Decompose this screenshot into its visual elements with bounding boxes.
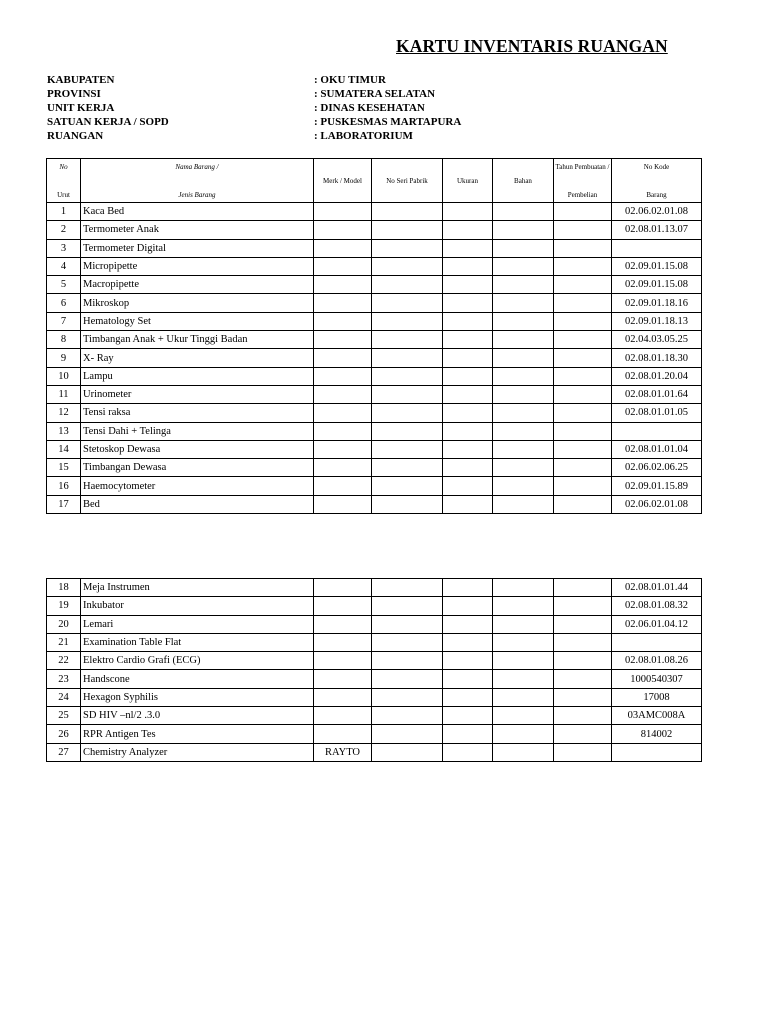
- cell-nama-barang: Kaca Bed: [81, 203, 314, 221]
- cell-tahun: [554, 385, 612, 403]
- info-label: SATUAN KERJA / SOPD: [47, 116, 169, 128]
- table-row: [47, 385, 702, 403]
- cell-merk-model: [314, 349, 372, 367]
- cell-no: 8: [47, 331, 81, 349]
- cell-nama-barang: Elektro Cardio Grafi (ECG): [81, 652, 314, 670]
- cell-tahun: [554, 725, 612, 743]
- cell-kode-barang: 02.09.01.15.89: [612, 477, 702, 495]
- cell-merk-model: [314, 312, 372, 330]
- cell-nama-barang: Examination Table Flat: [81, 633, 314, 651]
- info-value: : PUSKESMAS MARTAPURA: [314, 116, 462, 128]
- info-row-provinsi: [47, 87, 647, 101]
- cell-tahun: [554, 707, 612, 725]
- col-header-merk: Merk / Model: [314, 159, 372, 203]
- cell-bahan: [493, 404, 554, 422]
- cell-no-seri: [372, 367, 443, 385]
- cell-merk-model: [314, 257, 372, 275]
- col-header-nama-top: Nama Barang /: [175, 162, 219, 171]
- cell-kode-barang: 02.08.01.01.05: [612, 404, 702, 422]
- cell-bahan: [493, 670, 554, 688]
- page-title: KARTU INVENTARIS RUANGAN: [396, 36, 668, 56]
- cell-tahun: [554, 294, 612, 312]
- cell-kode-barang: 02.08.01.08.26: [612, 652, 702, 670]
- cell-nama-barang: Lampu: [81, 367, 314, 385]
- cell-nama-barang: Termometer Digital: [81, 239, 314, 257]
- cell-no: 12: [47, 404, 81, 422]
- cell-kode-barang: 02.09.01.18.16: [612, 294, 702, 312]
- inventory-table: [46, 158, 702, 514]
- cell-merk-model: [314, 597, 372, 615]
- table-row: [47, 707, 702, 725]
- cell-tahun: [554, 495, 612, 513]
- cell-nama-barang: RPR Antigen Tes: [81, 725, 314, 743]
- cell-tahun: [554, 477, 612, 495]
- cell-kode-barang: 02.04.03.05.25: [612, 331, 702, 349]
- cell-tahun: [554, 579, 612, 597]
- cell-kode-barang: 17008: [612, 688, 702, 706]
- info-row-unit-kerja: [47, 101, 647, 115]
- cell-ukuran: [443, 312, 493, 330]
- cell-merk-model: RAYTO: [314, 743, 372, 761]
- table-row: [47, 579, 702, 597]
- cell-tahun: [554, 312, 612, 330]
- cell-ukuran: [443, 331, 493, 349]
- cell-merk-model: [314, 707, 372, 725]
- cell-tahun: [554, 239, 612, 257]
- cell-tahun: [554, 615, 612, 633]
- cell-ukuran: [443, 349, 493, 367]
- info-label: RUANGAN: [47, 130, 104, 142]
- col-header-tahun-top: Tahun Pembuatan /: [555, 162, 610, 171]
- cell-nama-barang: Hematology Set: [81, 312, 314, 330]
- cell-ukuran: [443, 203, 493, 221]
- cell-tahun: [554, 331, 612, 349]
- cell-no-seri: [372, 688, 443, 706]
- cell-merk-model: [314, 459, 372, 477]
- cell-no: 4: [47, 257, 81, 275]
- cell-ukuran: [443, 257, 493, 275]
- cell-bahan: [493, 743, 554, 761]
- cell-no: 16: [47, 477, 81, 495]
- cell-ukuran: [443, 707, 493, 725]
- cell-kode-barang: 02.09.01.15.08: [612, 257, 702, 275]
- cell-no: 5: [47, 276, 81, 294]
- info-row-kabupaten: [47, 73, 647, 87]
- cell-tahun: [554, 743, 612, 761]
- table-row: [47, 367, 702, 385]
- cell-ukuran: [443, 294, 493, 312]
- cell-no-seri: [372, 725, 443, 743]
- cell-ukuran: [443, 743, 493, 761]
- cell-kode-barang: 03AMC008A: [612, 707, 702, 725]
- cell-no: 14: [47, 440, 81, 458]
- cell-merk-model: [314, 477, 372, 495]
- cell-tahun: [554, 597, 612, 615]
- cell-bahan: [493, 633, 554, 651]
- cell-bahan: [493, 615, 554, 633]
- cell-no-seri: [372, 294, 443, 312]
- info-label: UNIT KERJA: [47, 102, 115, 114]
- table-row: [47, 312, 702, 330]
- cell-tahun: [554, 404, 612, 422]
- cell-merk-model: [314, 633, 372, 651]
- table-row: [47, 404, 702, 422]
- cell-nama-barang: SD HIV –nl/2 .3.0: [81, 707, 314, 725]
- cell-merk-model: [314, 615, 372, 633]
- table-row: [47, 597, 702, 615]
- table-row: [47, 257, 702, 275]
- cell-tahun: [554, 349, 612, 367]
- cell-nama-barang: Tensi Dahi + Telinga: [81, 422, 314, 440]
- cell-bahan: [493, 349, 554, 367]
- cell-merk-model: [314, 670, 372, 688]
- col-header-kode: [612, 159, 702, 203]
- cell-ukuran: [443, 440, 493, 458]
- cell-bahan: [493, 440, 554, 458]
- cell-ukuran: [443, 615, 493, 633]
- cell-no-seri: [372, 477, 443, 495]
- cell-kode-barang: 02.09.01.15.08: [612, 276, 702, 294]
- col-header-no: [47, 159, 81, 203]
- cell-no-seri: [372, 312, 443, 330]
- col-header-bahan: Bahan: [493, 159, 554, 203]
- header-info: [47, 73, 647, 143]
- cell-bahan: [493, 257, 554, 275]
- cell-bahan: [493, 707, 554, 725]
- cell-nama-barang: Hexagon Syphilis: [81, 688, 314, 706]
- col-header-seri: No Seri Pabrik: [372, 159, 443, 203]
- cell-no-seri: [372, 349, 443, 367]
- cell-nama-barang: Termometer Anak: [81, 221, 314, 239]
- cell-bahan: [493, 203, 554, 221]
- cell-nama-barang: Macropipette: [81, 276, 314, 294]
- cell-kode-barang: 02.08.01.01.04: [612, 440, 702, 458]
- col-header-nama: [81, 159, 314, 203]
- cell-kode-barang: 02.08.01.13.07: [612, 221, 702, 239]
- col-header-no-bottom: Urut: [57, 190, 70, 199]
- cell-kode-barang: 02.06.02.01.08: [612, 203, 702, 221]
- cell-no: 17: [47, 495, 81, 513]
- cell-no-seri: [372, 495, 443, 513]
- cell-nama-barang: Handscone: [81, 670, 314, 688]
- cell-no-seri: [372, 203, 443, 221]
- table-row: [47, 459, 702, 477]
- table-row: [47, 495, 702, 513]
- cell-tahun: [554, 652, 612, 670]
- cell-nama-barang: Tensi raksa: [81, 404, 314, 422]
- table-row: [47, 440, 702, 458]
- cell-bahan: [493, 597, 554, 615]
- cell-no: 24: [47, 688, 81, 706]
- cell-merk-model: [314, 495, 372, 513]
- cell-no-seri: [372, 331, 443, 349]
- cell-ukuran: [443, 367, 493, 385]
- table-row: [47, 633, 702, 651]
- table-row: [47, 615, 702, 633]
- cell-kode-barang: [612, 422, 702, 440]
- cell-bahan: [493, 579, 554, 597]
- cell-no: 25: [47, 707, 81, 725]
- cell-bahan: [493, 725, 554, 743]
- info-label: PROVINSI: [47, 88, 101, 100]
- cell-ukuran: [443, 579, 493, 597]
- cell-no-seri: [372, 633, 443, 651]
- cell-merk-model: [314, 203, 372, 221]
- cell-tahun: [554, 633, 612, 651]
- cell-no-seri: [372, 670, 443, 688]
- cell-ukuran: [443, 276, 493, 294]
- cell-tahun: [554, 367, 612, 385]
- cell-bahan: [493, 459, 554, 477]
- info-value: : OKU TIMUR: [314, 74, 386, 86]
- cell-no: 18: [47, 579, 81, 597]
- col-header-nama-bottom: Jenis Barang: [178, 190, 216, 199]
- cell-ukuran: [443, 422, 493, 440]
- cell-merk-model: [314, 221, 372, 239]
- cell-bahan: [493, 367, 554, 385]
- col-header-ukuran: Ukuran: [443, 159, 493, 203]
- cell-ukuran: [443, 597, 493, 615]
- cell-ukuran: [443, 404, 493, 422]
- cell-ukuran: [443, 477, 493, 495]
- table-row: [47, 331, 702, 349]
- cell-no: 21: [47, 633, 81, 651]
- cell-no-seri: [372, 743, 443, 761]
- cell-no-seri: [372, 221, 443, 239]
- cell-no: 22: [47, 652, 81, 670]
- cell-ukuran: [443, 385, 493, 403]
- cell-no: 11: [47, 385, 81, 403]
- cell-merk-model: [314, 294, 372, 312]
- cell-tahun: [554, 459, 612, 477]
- cell-bahan: [493, 688, 554, 706]
- cell-bahan: [493, 276, 554, 294]
- cell-kode-barang: 02.08.01.08.32: [612, 597, 702, 615]
- cell-nama-barang: Timbangan Dewasa: [81, 459, 314, 477]
- cell-bahan: [493, 294, 554, 312]
- cell-kode-barang: 814002: [612, 725, 702, 743]
- cell-ukuran: [443, 495, 493, 513]
- cell-merk-model: [314, 367, 372, 385]
- cell-ukuran: [443, 459, 493, 477]
- cell-no: 1: [47, 203, 81, 221]
- cell-tahun: [554, 276, 612, 294]
- cell-merk-model: [314, 239, 372, 257]
- cell-tahun: [554, 688, 612, 706]
- cell-kode-barang: 02.06.02.01.08: [612, 495, 702, 513]
- cell-ukuran: [443, 725, 493, 743]
- table-row: [47, 688, 702, 706]
- col-header-kode-bottom: Barang: [646, 190, 667, 199]
- cell-tahun: [554, 422, 612, 440]
- cell-nama-barang: Micropipette: [81, 257, 314, 275]
- cell-bahan: [493, 312, 554, 330]
- cell-merk-model: [314, 385, 372, 403]
- cell-tahun: [554, 203, 612, 221]
- cell-no-seri: [372, 597, 443, 615]
- cell-nama-barang: Bed: [81, 495, 314, 513]
- cell-bahan: [493, 495, 554, 513]
- cell-tahun: [554, 440, 612, 458]
- cell-nama-barang: X- Ray: [81, 349, 314, 367]
- cell-merk-model: [314, 404, 372, 422]
- cell-nama-barang: Inkubator: [81, 597, 314, 615]
- cell-nama-barang: Urinometer: [81, 385, 314, 403]
- table-row: [47, 276, 702, 294]
- cell-no-seri: [372, 459, 443, 477]
- cell-kode-barang: [612, 743, 702, 761]
- cell-no: 13: [47, 422, 81, 440]
- cell-ukuran: [443, 670, 493, 688]
- table-row: [47, 422, 702, 440]
- col-header-kode-top: No Kode: [643, 162, 670, 171]
- cell-tahun: [554, 221, 612, 239]
- cell-merk-model: [314, 579, 372, 597]
- cell-no: 6: [47, 294, 81, 312]
- cell-no: 23: [47, 670, 81, 688]
- table-header-row: [47, 159, 702, 203]
- table-row: [47, 743, 702, 761]
- cell-bahan: [493, 385, 554, 403]
- cell-no-seri: [372, 239, 443, 257]
- cell-no: 26: [47, 725, 81, 743]
- cell-nama-barang: Stetoskop Dewasa: [81, 440, 314, 458]
- inventory-table-continued: [46, 578, 702, 762]
- cell-nama-barang: Timbangan Anak + Ukur Tinggi Badan: [81, 331, 314, 349]
- cell-nama-barang: Haemocytometer: [81, 477, 314, 495]
- info-value: : LABORATORIUM: [314, 130, 413, 142]
- cell-tahun: [554, 257, 612, 275]
- cell-merk-model: [314, 331, 372, 349]
- cell-no-seri: [372, 276, 443, 294]
- cell-nama-barang: Chemistry Analyzer: [81, 743, 314, 761]
- cell-kode-barang: [612, 633, 702, 651]
- cell-kode-barang: 02.08.01.01.64: [612, 385, 702, 403]
- info-value: : SUMATERA SELATAN: [314, 88, 436, 100]
- cell-ukuran: [443, 652, 493, 670]
- cell-merk-model: [314, 422, 372, 440]
- cell-no: 19: [47, 597, 81, 615]
- cell-no-seri: [372, 615, 443, 633]
- cell-ukuran: [443, 688, 493, 706]
- col-header-tahun-bottom: Pembelian: [567, 190, 598, 199]
- table-row: [47, 652, 702, 670]
- cell-bahan: [493, 331, 554, 349]
- cell-no-seri: [372, 422, 443, 440]
- cell-kode-barang: 02.08.01.18.30: [612, 349, 702, 367]
- cell-no-seri: [372, 707, 443, 725]
- cell-no-seri: [372, 440, 443, 458]
- cell-nama-barang: Mikroskop: [81, 294, 314, 312]
- cell-kode-barang: 02.08.01.01.44: [612, 579, 702, 597]
- cell-ukuran: [443, 221, 493, 239]
- cell-no-seri: [372, 385, 443, 403]
- cell-no: 7: [47, 312, 81, 330]
- cell-no: 2: [47, 221, 81, 239]
- cell-merk-model: [314, 688, 372, 706]
- cell-bahan: [493, 652, 554, 670]
- cell-kode-barang: [612, 239, 702, 257]
- table-row: [47, 203, 702, 221]
- table-row: [47, 239, 702, 257]
- cell-no-seri: [372, 404, 443, 422]
- table-row: [47, 725, 702, 743]
- cell-merk-model: [314, 440, 372, 458]
- cell-kode-barang: 02.09.01.18.13: [612, 312, 702, 330]
- table-row: [47, 477, 702, 495]
- cell-bahan: [493, 221, 554, 239]
- cell-merk-model: [314, 276, 372, 294]
- table-row: [47, 349, 702, 367]
- cell-nama-barang: Lemari: [81, 615, 314, 633]
- info-value: : DINAS KESEHATAN: [314, 102, 425, 114]
- cell-kode-barang: 02.06.02.06.25: [612, 459, 702, 477]
- cell-nama-barang: Meja Instrumen: [81, 579, 314, 597]
- cell-bahan: [493, 422, 554, 440]
- cell-bahan: [493, 239, 554, 257]
- info-row-ruangan: [47, 129, 647, 143]
- cell-kode-barang: 1000540307: [612, 670, 702, 688]
- table-row: [47, 221, 702, 239]
- info-label: KABUPATEN: [47, 74, 115, 86]
- table-row: [47, 294, 702, 312]
- cell-bahan: [493, 477, 554, 495]
- cell-kode-barang: 02.08.01.20.04: [612, 367, 702, 385]
- col-header-tahun: [554, 159, 612, 203]
- info-row-satuan-kerja: [47, 115, 647, 129]
- cell-no-seri: [372, 652, 443, 670]
- cell-no: 3: [47, 239, 81, 257]
- cell-ukuran: [443, 239, 493, 257]
- cell-no-seri: [372, 257, 443, 275]
- cell-ukuran: [443, 633, 493, 651]
- cell-no: 15: [47, 459, 81, 477]
- cell-kode-barang: 02.06.01.04.12: [612, 615, 702, 633]
- cell-no: 27: [47, 743, 81, 761]
- cell-no: 20: [47, 615, 81, 633]
- cell-merk-model: [314, 652, 372, 670]
- cell-merk-model: [314, 725, 372, 743]
- cell-tahun: [554, 670, 612, 688]
- col-header-no-top: No: [59, 162, 68, 171]
- cell-no: 9: [47, 349, 81, 367]
- table-row: [47, 670, 702, 688]
- cell-no: 10: [47, 367, 81, 385]
- cell-no-seri: [372, 579, 443, 597]
